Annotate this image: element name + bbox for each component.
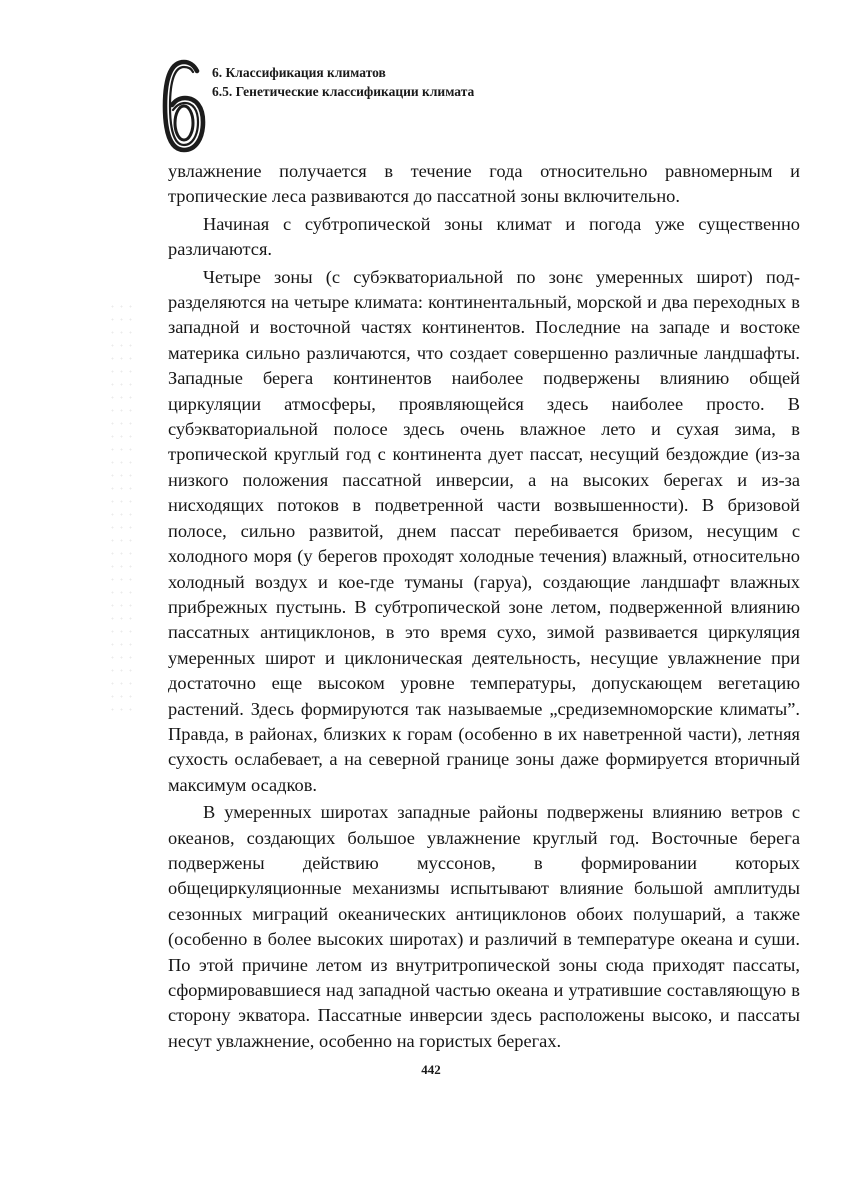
scan-noise: [108, 300, 138, 720]
paragraph-4: В умеренных широтах западные районы подвержены влиянию ветров с океанов, создающих большое увлажнение круглый год. Восточные берега подвержены действию муссонов, в формировании которых общециркуляционные механизмы испытывают влияние большой амплитуды сезонных миграций океанических антициклонов обоих полушарий, а также (особенно в более высоких широтах) и различий в температуре океана и суши. По этой причине летом из внутритропической зоны сюда приходят пассаты, сформировавшиеся над западной частью океана и утратившие составляющую в сторону экватора. Пассатные инверсии здесь расположены высоко, и пассаты несут увлажнение, особенно на гористых берегах.: [168, 802, 800, 1051]
main-text: [168, 159, 800, 1056]
paragraph-3: Четыре зоны (с субэкваториальной по зонє умеренных широт) подразделяются на четыре климата: континентальный, морской и два переходных в западной и восточной частях континентов. Последние на западе и востоке материка сильно различаются, что создает совершенно различные ландшафты. Западные берега континентов наиболее подвержены влиянию общей циркуляции атмосферы, проявляющейся здесь наиболее просто. В субэкваториальной полосе здесь очень влажное лето и сухая зима, в тропической круглый год с континента дует пассат, несущий бездождие (из-за низкого положения пассатной инверсии, а на высоких берегах и из-за нисходящих потоков в подветренной части возвышенности). В бризовой полосе, сильно развитой, днем пассат перебивается бризом, несущим с холодного моря (у берегов проходят холодные течения) влажный, относительно холодный воздух и кое-где туманы (гаруа), создающие ландшафт влажных прибрежных пустынь. В субтропической зоне летом, подверженной влиянию пассатных антициклонов, в это время сухо, зимой развивается циркуляция умеренных широт и циклоническая деятельность, несущие увлажнение при достаточно еще высоком уровне температуры, допускающем вегетацию растений. Здесь формируются так называемые „средиземноморские климаты”. Правда, в районах, близких к горам (особенно в их наветренной части), летняя сухость ослабевает, а на северной границе зоны даже формируется вторичный максимум осадков.: [168, 266, 800, 795]
chapter-number-glyph: [160, 58, 208, 154]
paragraph-2: Начиная с субтропической зоны климат и погода уже существенно различаются.: [168, 213, 800, 260]
paragraph-1: увлажнение получается в течение года относительно равномерным и тропические леса развиваются до пассатной зоны включительно.: [168, 161, 800, 207]
running-header: [212, 63, 474, 101]
chapter-title: 6. Классификация климатов: [212, 65, 386, 80]
section-title: 6.5. Генетические классификации климата: [212, 84, 475, 99]
page-number: 442: [421, 1062, 441, 1077]
chapter-number-badge: [160, 58, 208, 154]
